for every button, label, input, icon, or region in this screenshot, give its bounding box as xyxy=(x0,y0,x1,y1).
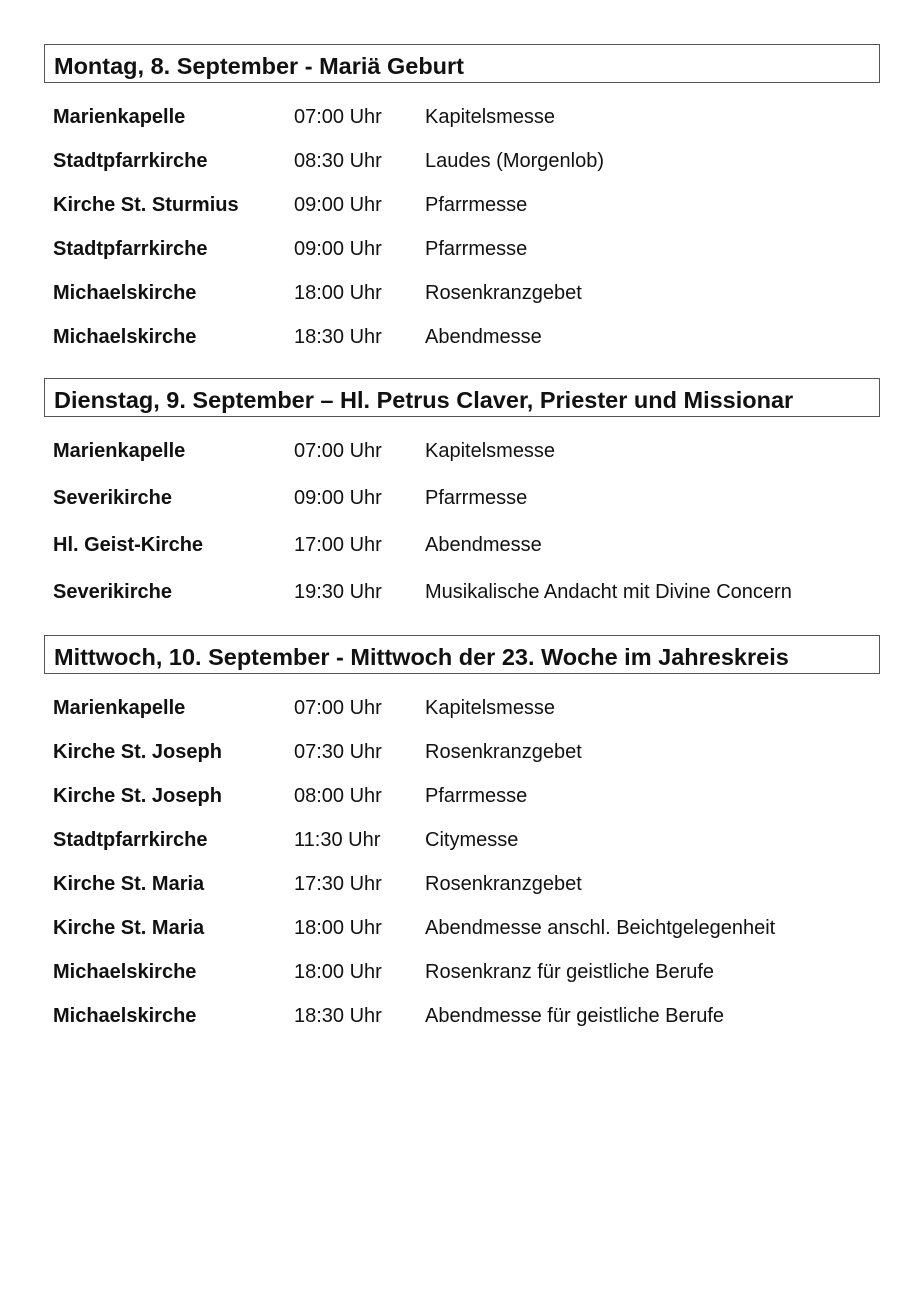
church-name: Michaelskirche xyxy=(53,961,197,983)
church-name: Kirche St. Maria xyxy=(53,873,205,895)
church-name: Kirche St. Maria xyxy=(53,917,205,939)
service-row xyxy=(44,147,880,175)
service-row xyxy=(44,437,880,465)
day-section-tuesday xyxy=(44,378,880,603)
service-time: 18:30 Uhr xyxy=(294,1005,382,1027)
church-name: Kirche St. Joseph xyxy=(53,741,222,763)
church-name: Michaelskirche xyxy=(53,326,197,348)
church-name: Kirche St. Joseph xyxy=(53,785,222,807)
day-title: Mittwoch, 10. September - Mittwoch der 23. Woche im Jahreskreis xyxy=(44,635,880,674)
service-row xyxy=(44,738,880,766)
church-name: Michaelskirche xyxy=(53,282,197,304)
church-name: Michaelskirche xyxy=(53,1005,197,1027)
service-time: 18:30 Uhr xyxy=(294,326,382,348)
service-name: Laudes (Morgenlob) xyxy=(425,150,604,172)
service-name: Kapitelsmesse xyxy=(425,106,556,128)
service-name: Abendmesse xyxy=(425,534,542,556)
service-time: 17:00 Uhr xyxy=(294,534,382,556)
service-row xyxy=(44,235,880,263)
service-row xyxy=(44,191,880,219)
service-time: 08:30 Uhr xyxy=(294,150,382,172)
service-row xyxy=(44,103,880,131)
service-name: Musikalische Andacht mit Divine Concern xyxy=(425,581,792,603)
service-time: 19:30 Uhr xyxy=(294,581,382,603)
day-title: Dienstag, 9. September – Hl. Petrus Claver, Priester und Missionar xyxy=(44,378,880,417)
church-name: Severikirche xyxy=(53,487,172,509)
service-row xyxy=(44,782,880,810)
service-time: 09:00 Uhr xyxy=(294,487,382,509)
service-name: Rosenkranzgebet xyxy=(425,282,582,304)
church-name: Kirche St. Sturmius xyxy=(53,194,239,216)
service-time: 07:00 Uhr xyxy=(294,697,382,719)
service-time: 09:00 Uhr xyxy=(294,194,382,216)
service-name: Pfarrmesse xyxy=(425,238,528,260)
service-name: Abendmesse xyxy=(425,326,542,348)
church-name: Severikirche xyxy=(53,581,172,603)
service-time: 07:00 Uhr xyxy=(294,106,382,128)
service-name: Citymesse xyxy=(425,829,519,851)
service-row xyxy=(44,826,880,854)
service-row xyxy=(44,323,880,351)
church-name: Stadtpfarrkirche xyxy=(53,150,208,172)
service-row xyxy=(44,694,880,722)
church-name: Stadtpfarrkirche xyxy=(53,238,208,260)
service-time: 07:30 Uhr xyxy=(294,741,382,763)
service-name: Pfarrmesse xyxy=(425,194,528,216)
service-name: Pfarrmesse xyxy=(425,487,528,509)
service-time: 17:30 Uhr xyxy=(294,873,382,895)
service-name: Kapitelsmesse xyxy=(425,697,556,719)
service-row xyxy=(44,578,880,606)
service-name: Rosenkranzgebet xyxy=(425,741,582,763)
church-name: Marienkapelle xyxy=(53,697,186,719)
service-time: 18:00 Uhr xyxy=(294,917,382,939)
service-time: 07:00 Uhr xyxy=(294,440,382,462)
service-row xyxy=(44,279,880,307)
service-row xyxy=(44,484,880,512)
service-name: Rosenkranz für geistliche Berufe xyxy=(425,961,715,983)
service-row xyxy=(44,958,880,986)
service-time: 18:00 Uhr xyxy=(294,282,382,304)
church-name: Marienkapelle xyxy=(53,106,186,128)
service-row xyxy=(44,1002,880,1030)
day-section-wednesday xyxy=(44,635,880,1027)
church-name: Marienkapelle xyxy=(53,440,186,462)
day-section-monday xyxy=(44,44,880,348)
service-time: 11:30 Uhr xyxy=(294,829,381,851)
service-name: Abendmesse für geistliche Berufe xyxy=(425,1005,725,1027)
service-time: 08:00 Uhr xyxy=(294,785,382,807)
service-row xyxy=(44,531,880,559)
service-name: Abendmesse anschl. Beichtgelegenheit xyxy=(425,917,776,939)
service-time: 09:00 Uhr xyxy=(294,238,382,260)
service-name: Rosenkranzgebet xyxy=(425,873,582,895)
service-row xyxy=(44,870,880,898)
service-time: 18:00 Uhr xyxy=(294,961,382,983)
service-name: Pfarrmesse xyxy=(425,785,528,807)
day-title: Montag, 8. September - Mariä Geburt xyxy=(44,44,880,83)
service-row xyxy=(44,914,880,942)
church-name: Hl. Geist-Kirche xyxy=(53,534,204,556)
church-name: Stadtpfarrkirche xyxy=(53,829,208,851)
service-name: Kapitelsmesse xyxy=(425,440,556,462)
